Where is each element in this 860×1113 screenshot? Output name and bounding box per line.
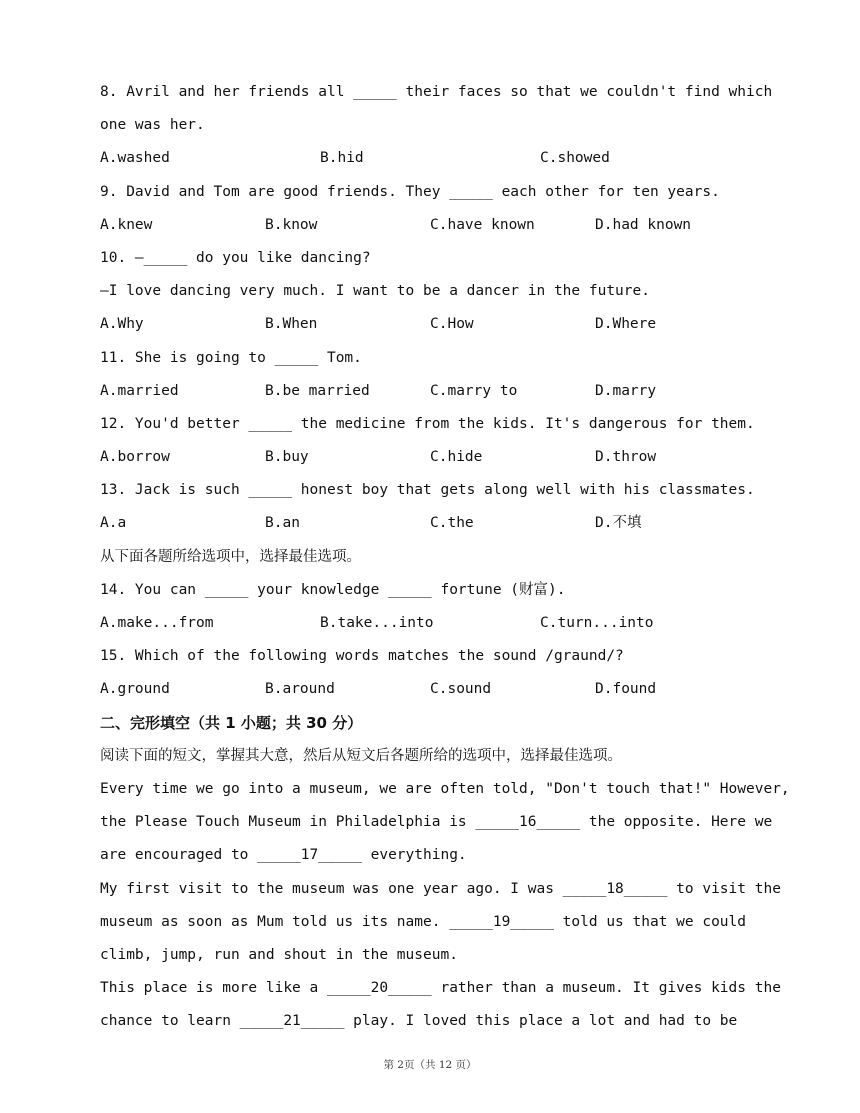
question-10-line-2: —I love dancing very much. I want to be a dancer in the future. bbox=[100, 283, 650, 300]
question-15-options bbox=[100, 673, 780, 706]
option-b: B.take...into bbox=[320, 615, 434, 631]
option-b: B.be married bbox=[265, 382, 370, 399]
option-b: B.know bbox=[265, 216, 318, 233]
question-8-options bbox=[100, 142, 780, 175]
option-b: B.around bbox=[265, 681, 335, 698]
passage-line: chance to learn _____21_____ play. I loved this place a lot and had to be bbox=[100, 1013, 738, 1030]
option-a: A.make...from bbox=[100, 615, 214, 631]
option-a: A.knew bbox=[100, 216, 153, 233]
question-13-options bbox=[100, 507, 780, 540]
passage-line: the Please Touch Museum in Philadelphia is _____16_____ the opposite. Here we bbox=[100, 814, 773, 831]
passage-line: Every time we go into a museum, we are often told, "Don't touch that!" However, bbox=[100, 780, 790, 797]
passage-line: My first visit to the museum was one year ago. I was _____18_____ to visit the bbox=[100, 880, 781, 897]
option-c: C.How bbox=[430, 316, 474, 333]
question-10-options bbox=[100, 308, 780, 341]
option-b: B.hid bbox=[320, 150, 364, 167]
question-9-options bbox=[100, 209, 780, 242]
passage-line: museum as soon as Mum told us its name. _____19_____ told us that we could bbox=[100, 913, 747, 930]
option-a: A.ground bbox=[100, 681, 170, 698]
question-12-options bbox=[100, 441, 780, 474]
option-b: B.buy bbox=[265, 449, 309, 466]
option-b: B.When bbox=[265, 316, 318, 333]
option-d: D.Where bbox=[595, 316, 657, 333]
question-14-options bbox=[100, 607, 780, 640]
option-c: C.marry to bbox=[430, 382, 518, 399]
option-c: C.hide bbox=[430, 449, 483, 466]
option-d: D.found bbox=[595, 681, 657, 698]
instruction-read-passage: 阅读下面的短文，掌握其大意，然后从短文后各题所给的选项中，选择最佳选项。 bbox=[100, 747, 622, 764]
question-12-line-1: 12. You'd better _____ the medicine from the kids. It's dangerous for them. bbox=[100, 415, 755, 432]
option-c: C.sound bbox=[430, 681, 492, 698]
cloze-passage bbox=[100, 773, 790, 1039]
question-15-line-1: 15. Which of the following words matches the sound /graund/? bbox=[100, 648, 624, 665]
section-title-cloze: 二、完形填空（共 1 小题；共 30 分） bbox=[100, 713, 363, 732]
instruction-choose-best: 从下面各题所给选项中，选择最佳选项。 bbox=[100, 548, 361, 565]
option-a: A.borrow bbox=[100, 449, 170, 466]
option-d: D.不填 bbox=[595, 515, 642, 532]
question-9-line-1: 9. David and Tom are good friends. They _____ each other for ten years. bbox=[100, 183, 720, 200]
option-c: C.turn...into bbox=[540, 615, 654, 631]
page-footer: 第 2页（共 12 页） bbox=[383, 1059, 477, 1071]
option-a: A.married bbox=[100, 382, 179, 399]
option-d: D.throw bbox=[595, 449, 657, 466]
question-11-options bbox=[100, 375, 780, 408]
passage-line: climb, jump, run and shout in the museum. bbox=[100, 946, 458, 963]
question-14-line-1: 14. You can _____ your knowledge _____ fortune (财富). bbox=[100, 581, 566, 598]
option-d: D.marry bbox=[595, 382, 657, 399]
option-d: D.had known bbox=[595, 216, 692, 233]
question-11-line-1: 11. She is going to _____ Tom. bbox=[100, 349, 362, 366]
passage-line: are encouraged to _____17_____ everything. bbox=[100, 847, 467, 864]
question-8-line-2: one was her. bbox=[100, 117, 205, 134]
option-b: B.an bbox=[265, 515, 300, 532]
option-c: C.showed bbox=[540, 150, 610, 167]
passage-line: This place is more like a _____20_____ rather than a museum. It gives kids the bbox=[100, 980, 781, 997]
option-c: C.the bbox=[430, 515, 474, 532]
question-8-line-1: 8. Avril and her friends all _____ their faces so that we couldn't find which bbox=[100, 84, 773, 100]
option-a: A.Why bbox=[100, 316, 144, 333]
question-10-line-1: 10. —_____ do you like dancing? bbox=[100, 249, 371, 266]
option-a: A.washed bbox=[100, 150, 170, 167]
option-a: A.a bbox=[100, 515, 127, 532]
question-13-line-1: 13. Jack is such _____ honest boy that gets along well with his classmates. bbox=[100, 482, 755, 499]
document-page bbox=[100, 76, 790, 1038]
option-c: C.have known bbox=[430, 216, 535, 233]
